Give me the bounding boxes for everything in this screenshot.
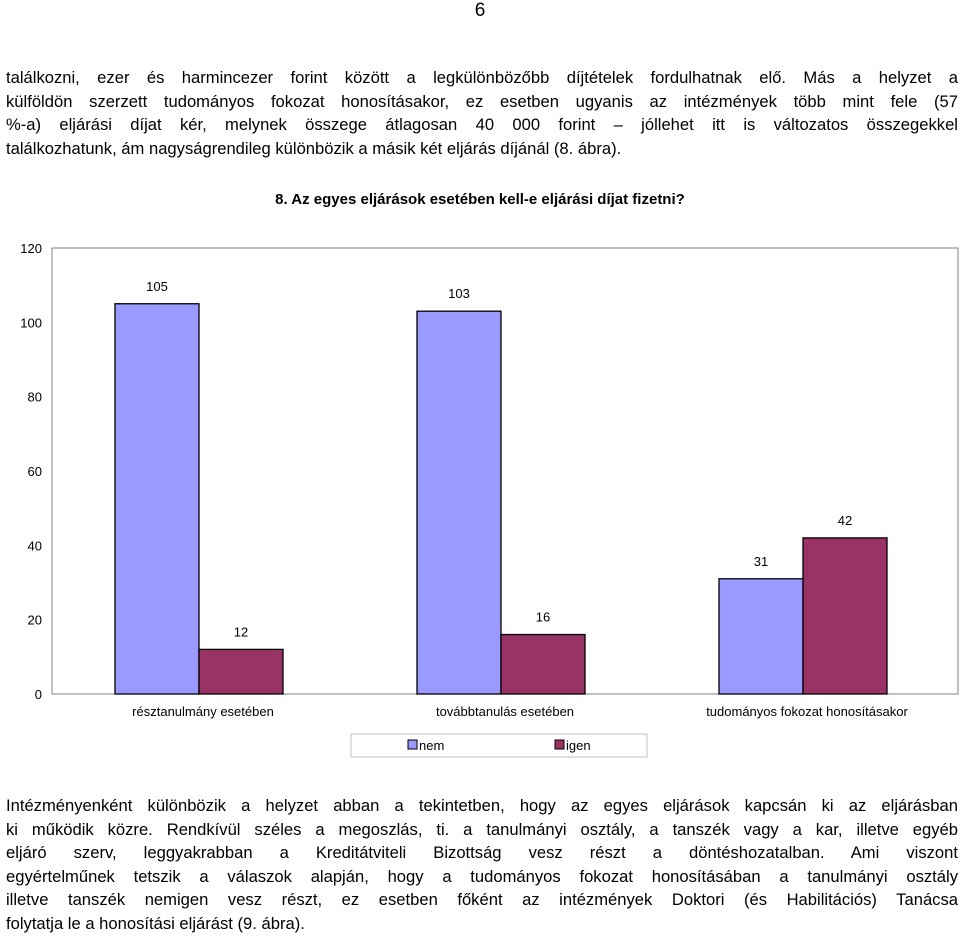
category-label: résztanulmány esetében xyxy=(132,704,274,719)
y-tick-label: 20 xyxy=(27,612,42,628)
bar-igen xyxy=(501,635,585,694)
closing-line: ki működik közre. Rendkívül széles a megoszlás, ti. a tanulmányi osztály, a tanszék vagy a kar, illetve egyéb xyxy=(6,819,958,839)
closing-line: illetve tanszék nemigen vesz részt, ez esetben főként az intézmények Doktori (és Habilitációs) Tanácsa xyxy=(6,890,958,910)
intro-line: %-a) eljárási díjat kér, melynek összege átlagosan 40 000 forint – jóllehet itt is változatos összegekkel xyxy=(6,115,958,135)
data-label: 31 xyxy=(753,553,769,569)
category-label: tudományos fokozat honosításakor xyxy=(706,704,908,719)
closing-paragraph xyxy=(6,794,958,936)
intro-line: találkozhatunk, ám nagyságrendileg különbözik a másik két eljárás díjánál (8. ábra). xyxy=(6,138,622,158)
legend-box xyxy=(351,734,647,757)
y-tick-label: 0 xyxy=(34,687,42,702)
data-label: 42 xyxy=(837,512,853,528)
intro-line: külföldön szerzett tudományos fokozat honosításakor, ez esetben ugyanis az intézmények több mint fele (57 xyxy=(6,91,958,111)
data-label: 16 xyxy=(535,609,551,625)
intro-paragraph xyxy=(6,66,958,160)
closing-line: eljáró szerv, leggyakrabban a Kreditátviteli Bizottság vesz részt a döntéshozatalban. Ami viszont xyxy=(6,843,958,863)
legend-label: igen xyxy=(566,738,591,753)
closing-line: Intézményenként különbözik a helyzet abban a tekintetben, hogy az egyes eljárások kapcsán ki az eljárásban xyxy=(6,796,958,815)
bar-nem xyxy=(115,304,199,694)
y-tick-label: 120 xyxy=(20,241,42,256)
closing-line: egyértelműnek tetszik a válaszok alapján, hogy a tudományos fokozat honosításában a tanulmányi osztály xyxy=(6,866,958,886)
bar-igen xyxy=(199,649,283,694)
bar-nem xyxy=(417,311,501,694)
data-label: 103 xyxy=(448,286,470,302)
page-number: 6 xyxy=(474,0,486,21)
y-tick-label: 100 xyxy=(20,315,42,331)
bar-igen xyxy=(803,538,887,694)
legend-swatch xyxy=(555,740,564,749)
data-label: 12 xyxy=(233,624,249,640)
intro-line: találkozni, ezer és harmincezer forint között a legkülönbözőbb díjtételek fordulhatnak elő. Más a helyzet a xyxy=(6,68,958,87)
y-tick-label: 40 xyxy=(27,538,42,554)
y-tick-label: 80 xyxy=(27,389,42,405)
bar-chart xyxy=(0,236,960,766)
legend-swatch xyxy=(408,740,417,749)
figure-caption: 8. Az egyes eljárások esetében kell-e eljárási díjat fizetni? xyxy=(275,191,685,208)
category-label: továbbtanulás esetében xyxy=(435,704,575,719)
bar-nem xyxy=(719,579,803,694)
closing-line: folytatja le a honosítási eljárást (9. ábra). xyxy=(6,913,305,933)
data-label: 105 xyxy=(146,278,168,294)
legend-label: nem xyxy=(419,738,445,753)
y-tick-label: 60 xyxy=(27,464,42,479)
